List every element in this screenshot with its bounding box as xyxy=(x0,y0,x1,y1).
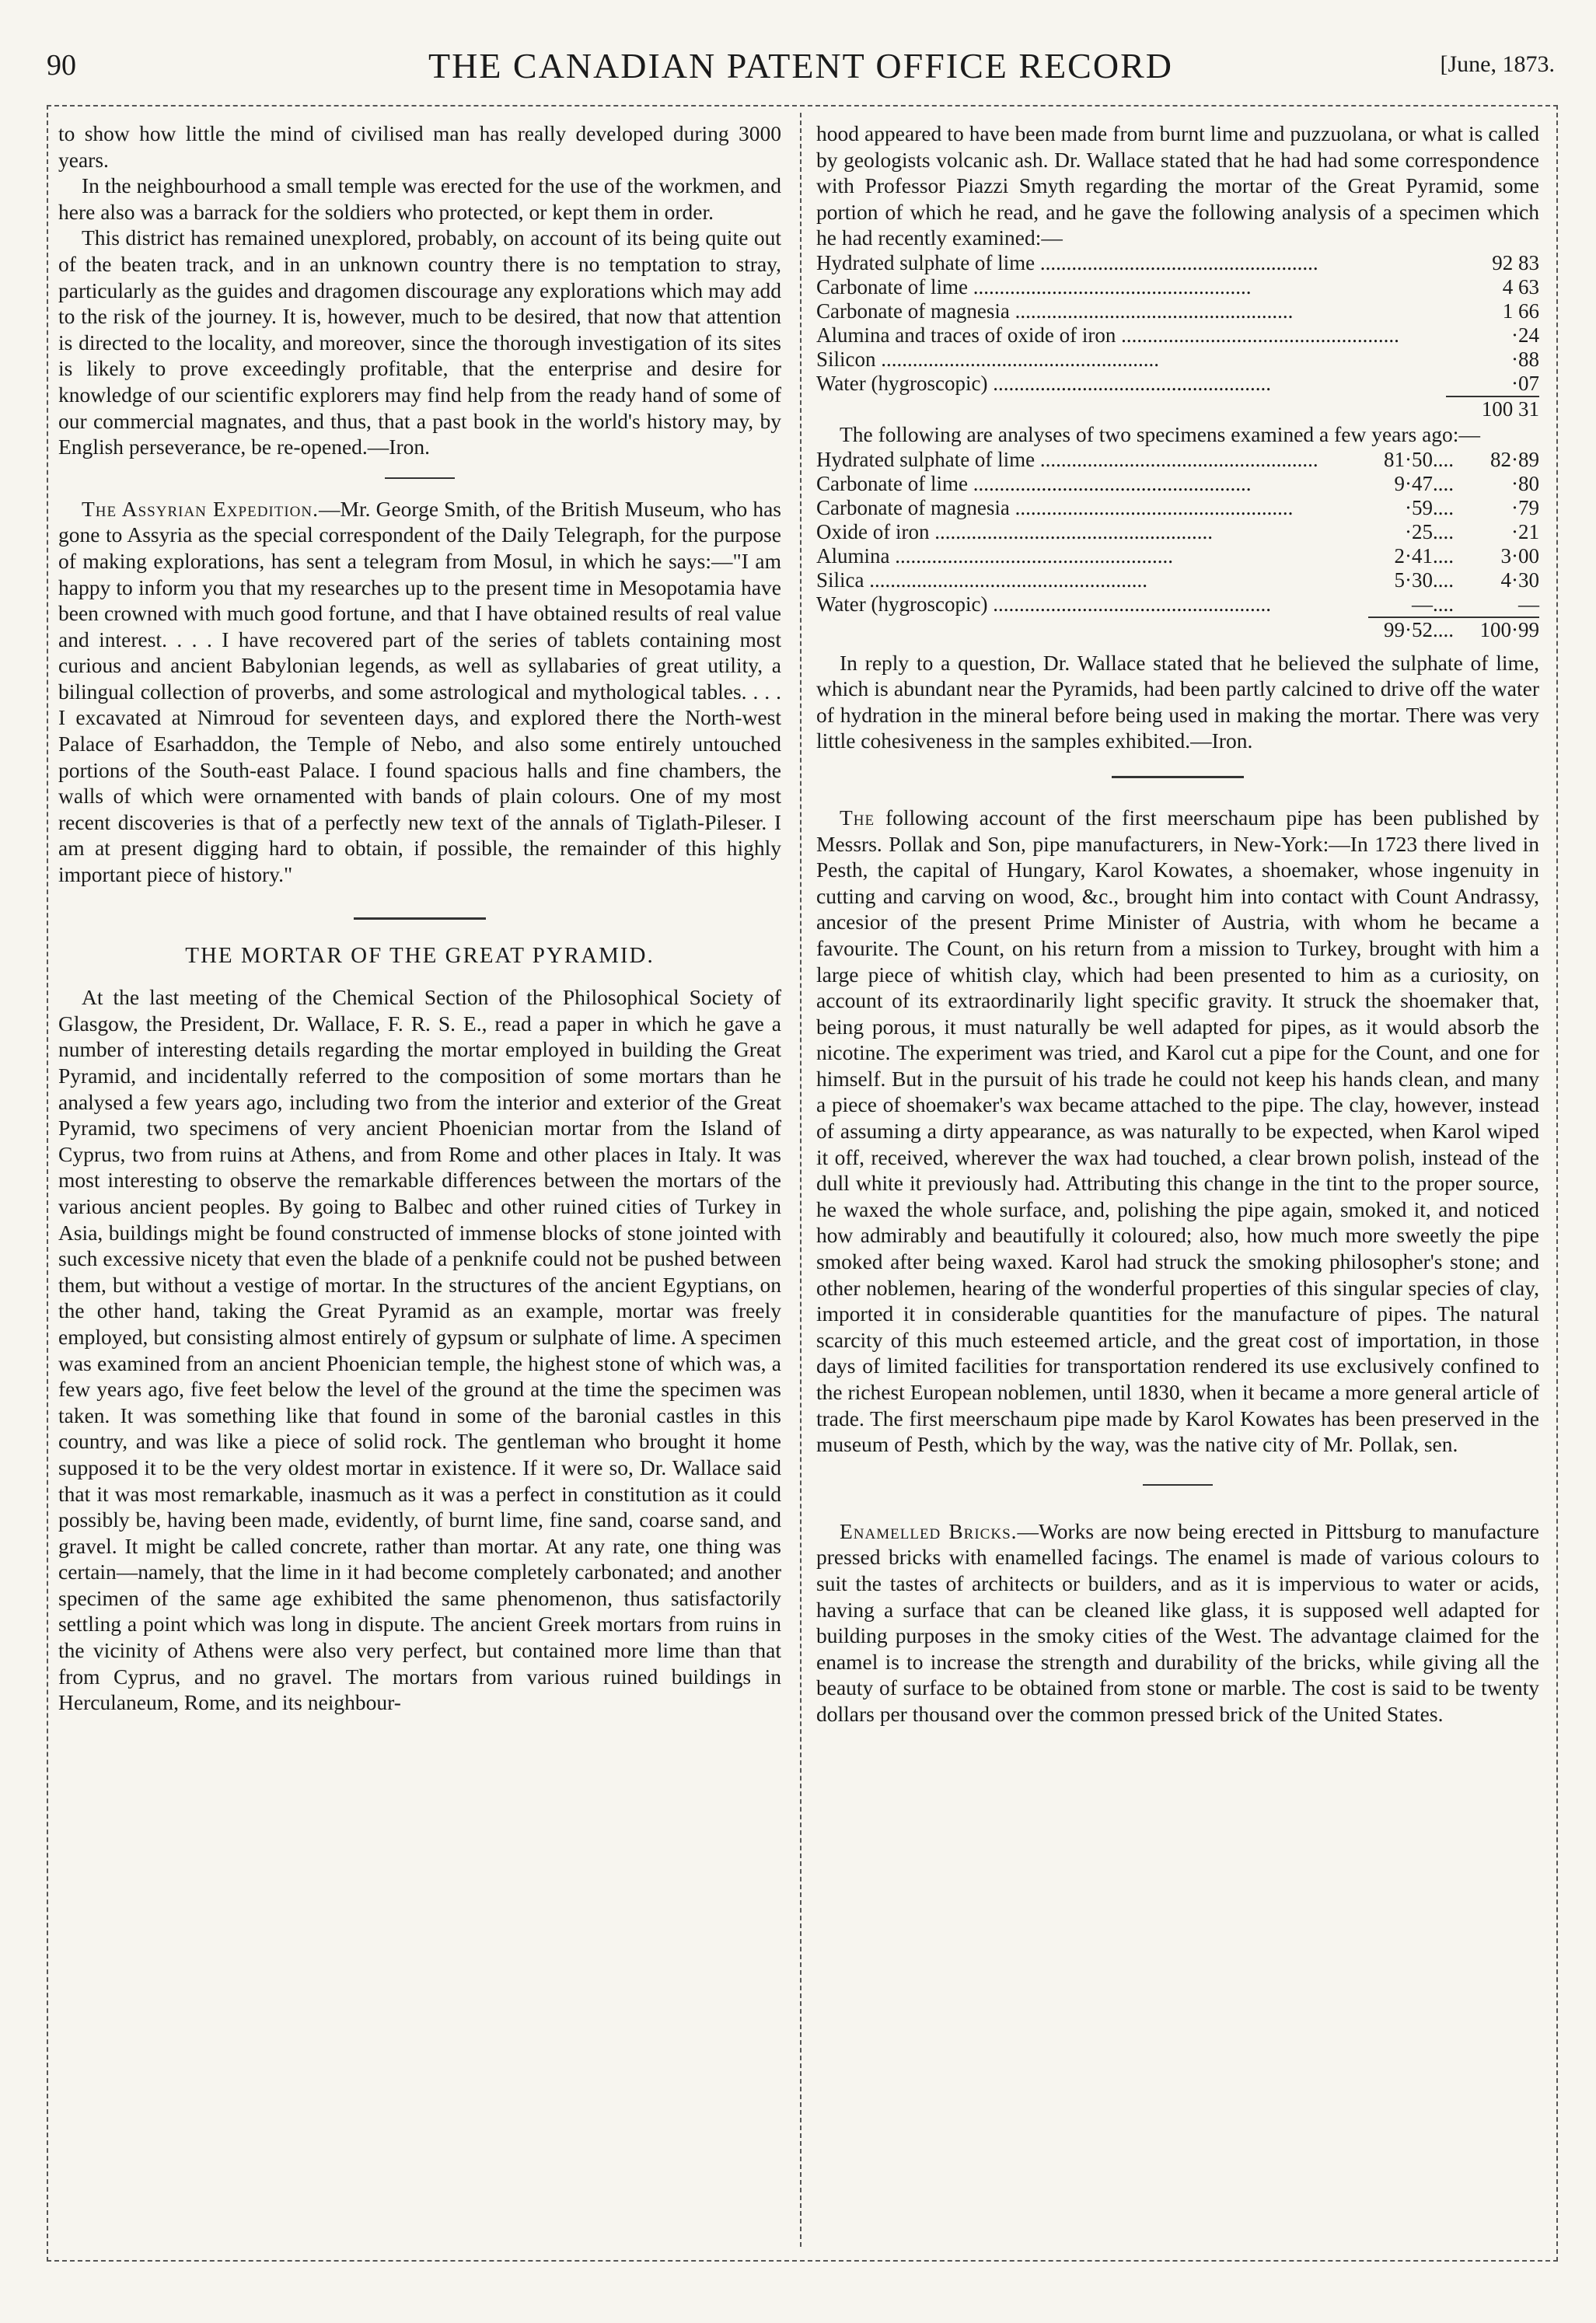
table-row: Water (hygroscopic) ..... ·07 xyxy=(816,372,1539,396)
section-separator xyxy=(1143,1484,1213,1486)
meerschaum-text: following account of the first meerschaum pipe has been published by Messrs. Pollak and Son, pipe manufacturers, in New-York:—In 1723 there lived in Pesth, the capital of Hungary, Karol Kowates, a shoemaker, whose ingenuity in cutting and carving on wood, &c., brought him into contact with Count Andrassy, ancesior of the present Prime Minister of Austria, with whom he became a favourite. The Count, on his return from a mission to Turkey, brought with him a large piece of whitish clay, which had been presented to him as a curiosity, on account of its extraordinarily light specific gravity. It struck the shoemaker that, being porous, it must naturally be well adapted for pipes, as it would absorb the nicotine. The experiment was tried, and Karol cut a pipe for the Count, and one for himself. But in the pursuit of his trade he could not keep his hands clean, and many a piece of shoemaker's wax became attached to the pipe. The clay, however, instead of assuming a dirty appearance, as was naturally to be expected, when Karol wiped it off, received, wherever the wax had touched, a clear brown polish, instead of the dull white it previously had. Attributing this change in the tint to the proper source, he waxed the whole surface, and, polishing the pipe again, smoked it, and noticed how admirably and beautifully it coloured; also, how much more sweetly the pipe smoked after being waxed. Karol had struck the smoking philosopher's stone; and other noblemen, hearing of the wonderful properties of this singular species of clay, imported it in considerable quantities for the manufacture of pipes. The natural scarcity of this much esteemed article, and the great cost of importation, in those days of limited facilities for transportation rendered its use exclusively confined to the richest European noblemen, until 1830, when it became a more general article of trade. The first meerschaum pipe made by Karol Kowates has been preserved in the museum of Pesth, which by the way, was the native city of Mr. Pollak, sen. xyxy=(816,805,1539,1457)
mortar-heading: THE MORTAR OF THE GREAT PYRAMID. xyxy=(185,942,655,968)
issue-date: [June, 1873. xyxy=(1440,51,1555,77)
section-separator xyxy=(385,477,455,479)
bricks-text: —Works are now being erected in Pittsburg to manufacture pressed bricks with enamelled facings. The enamel is made of various colours to suit the tastes of architects or builders, and as it is impervious to water or acids, having a surface that can be cleaned like glass, it is supposed well adapted for building purposes in the smoky cities of the West. The advantage claimed for the enamel is to increase the strength and durability of the bricks, while giving all the beauty of surface to be obtained from stone or marble. The cost is said to be twenty dollars per thousand over the common pressed brick of the United States. xyxy=(816,1518,1539,1726)
table-total-row xyxy=(816,396,1539,421)
analysis-table-1 xyxy=(816,251,1539,421)
table-row: Alumina and traces of oxide of iron ..... ·24 xyxy=(816,323,1539,348)
analysis-table-2 xyxy=(816,448,1539,642)
column-divider xyxy=(800,113,801,2247)
table-row: Carbonate of magnesia ..... ·59.... ·79 xyxy=(816,496,1539,520)
right-column xyxy=(816,121,1539,1727)
assyrian-article xyxy=(58,496,781,888)
table-row: Carbonate of lime ..... 9·47.... ·80 xyxy=(816,472,1539,496)
analysis-2-total-a: 99·52.... xyxy=(1368,617,1454,642)
table-row: Hydrated sulphate of lime ..... 92 83 xyxy=(816,251,1539,275)
table-row: Silicon ..... ·88 xyxy=(816,348,1539,372)
meerschaum-lead: The xyxy=(840,805,875,830)
table-total-row xyxy=(816,617,1539,642)
section-separator xyxy=(1112,776,1244,778)
assyrian-lead: The Assyrian Expedition. xyxy=(82,496,319,521)
section-separator-heavy xyxy=(354,917,486,920)
civilised-para-1: to show how little the mind of civilised man has really developed during 3000 years. xyxy=(58,121,781,172)
page-number: 90 xyxy=(47,49,76,82)
analysis-2-intro: The following are analyses of two specimens examined a few years ago:— xyxy=(840,421,1480,446)
table-row: Water (hygroscopic) ..... —.... — xyxy=(816,592,1539,617)
mortar-text: At the last meeting of the Chemical Section of the Philosophical Society of Glasgow, the President, Dr. Wallace, F. R. S. E., read a paper in which he gave a number of interesting details regarding the mortar employed in building the Great Pyramid, and incidentally referred to the composition of some mortars than he analysed a few years ago, including two from the interior and exterior of the Great Pyramid, two specimens of very ancient Phoenician mortar from the Island of Cyprus, two from ruins at Athens, and from Rome and other places in Italy. It was most interesting to observe the remarkable differences between the mortars of the various ancient peoples. By going to Balbec and other ruined cities of Turkey in Asia, buildings might be found constructed of immense blocks of stone jointed with such excessive nicety that even the blade of a penknife could not be pushed between them, but without a vestige of mortar. In the structures of the ancient Egyptians, on the other hand, taking the Great Pyramid as an example, mortar was freely employed, but consisting almost entirely of gypsum or sulphate of lime. A specimen was examined from an ancient Phoenician temple, the highest stone of which was, a few years ago, five feet below the level of the ground at the time the specimen was taken. It was something like that found in some of the baronial castles in this country, and was like a piece of solid rock. The gentleman who brought it home supposed it to be the very oldest mortar in existence. If it were so, Dr. Wallace said that it was most remarkable, inasmuch as it was a perfect in constitution as it could possibly be, having been made, evidently, of burnt lime, fine sand, coarse sand, and gravel. It might be called concrete, rather than mortar. At any rate, one thing was certain—namely, that the lime in it had become completely carbonated; and another specimen of the same age exhibited the same phenomenon, thus satisfactorily settling a point which was long in dispute. The ancient Greek mortars from ruins in the vicinity of Athens were also very perfect, but contained more lime than that from Cyprus, and no gravel. The mortars from various ruined buildings in Herculaneum, Rome, and its neighbour- xyxy=(58,985,781,1715)
assyrian-text: —Mr. George Smith, of the British Museum, who has gone to Assyria as the special correspondent of the Daily Telegraph, for the purpose of making explorations, has sent a telegram from Mosul, in which he says:—"I am happy to inform you that my researches up to the present time in Mesopotamia have been crowned with much good fortune, and that I have obtained results of real value and interest. . . . I have recovered part of the series of tablets containing most curious and ancient Babylonian legends, as well as syllabaries of great utility, a bilingual collection of proverbs, and some astrological and mythological tables. . . . I excavated at Nimroud for seventeen days, and explored there the North-west Palace of Esarhaddon, the Temple of Nebo, and also some entirely untouched portions of the South-east Palace. I found spacious halls and fine chambers, the walls of which were ornamented with bands of plain colours. One of my most recent discoveries is that of a perfectly new text of the annals of Tiglath-Pileser. I am at present digging hard to obtain, if possible, the remainder of this highly important piece of history." xyxy=(58,496,781,887)
meerschaum-article xyxy=(816,805,1539,1458)
table-row: Silica ..... 5·30.... 4·30 xyxy=(816,568,1539,592)
analysis-1-total: 100 31 xyxy=(1446,396,1539,421)
reply-paragraph: In reply to a question, Dr. Wallace stated that he believed the sulphate of lime, which is abundant near the Pyramids, had been partly calcined to drive off the water of hydration in the mineral before being used in making the mortar. There was very little cohesiveness in the samples exhibited.—Iron. xyxy=(816,650,1539,753)
table-row: Alumina ..... 2·41.... 3·00 xyxy=(816,544,1539,568)
bricks-lead: Enamelled Bricks. xyxy=(840,1518,1018,1543)
table-row: Oxide of iron ..... ·25.... ·21 xyxy=(816,520,1539,544)
left-column xyxy=(58,121,781,1716)
civilised-para-2: In the neighbourhood a small temple was erected for the use of the workmen, and here also was a barrack for the soldiers who protected, or kept them in order. xyxy=(58,173,781,224)
table-row: Hydrated sulphate of lime ..... 81·50.... 82·89 xyxy=(816,448,1539,472)
bricks-article xyxy=(816,1518,1539,1727)
analysis-2-total-b: 100·99 xyxy=(1454,617,1539,642)
mortar-continued: hood appeared to have been made from burnt lime and puzzuolana, or what is called by geologists volcanic ash. Dr. Wallace stated that he had had some correspondence with Professor Piazzi Smyth regarding the mortar of the Great Pyramid, some portion of which he read, and he gave the following analysis of a specimen which he had recently examined:— xyxy=(816,121,1539,250)
table-row: Carbonate of lime ..... 4 63 xyxy=(816,275,1539,299)
journal-title: THE CANADIAN PATENT OFFICE RECORD xyxy=(428,46,1173,86)
table-row: Carbonate of magnesia ..... 1 66 xyxy=(816,299,1539,323)
page-header xyxy=(47,45,1555,92)
civilised-para-3: This district has remained unexplored, probably, on account of its being quite out of the beaten track, and in an unknown country there is no temptation to stray, particularly as the guides and dragomen discourage any explorations which may add to the risk of the journey. It is, however, much to be desired, that now that attention is directed to the locality, and moreover, since the thorough investigation of its sites is likely to prove exceedingly profitable, that the enterprise and desire for knowledge of our scientific explorers may find help from the ready hand of some of our commercial magnates, and thus, that a past book in the world's history may, by English perseverance, be re-opened.—Iron. xyxy=(58,225,781,459)
